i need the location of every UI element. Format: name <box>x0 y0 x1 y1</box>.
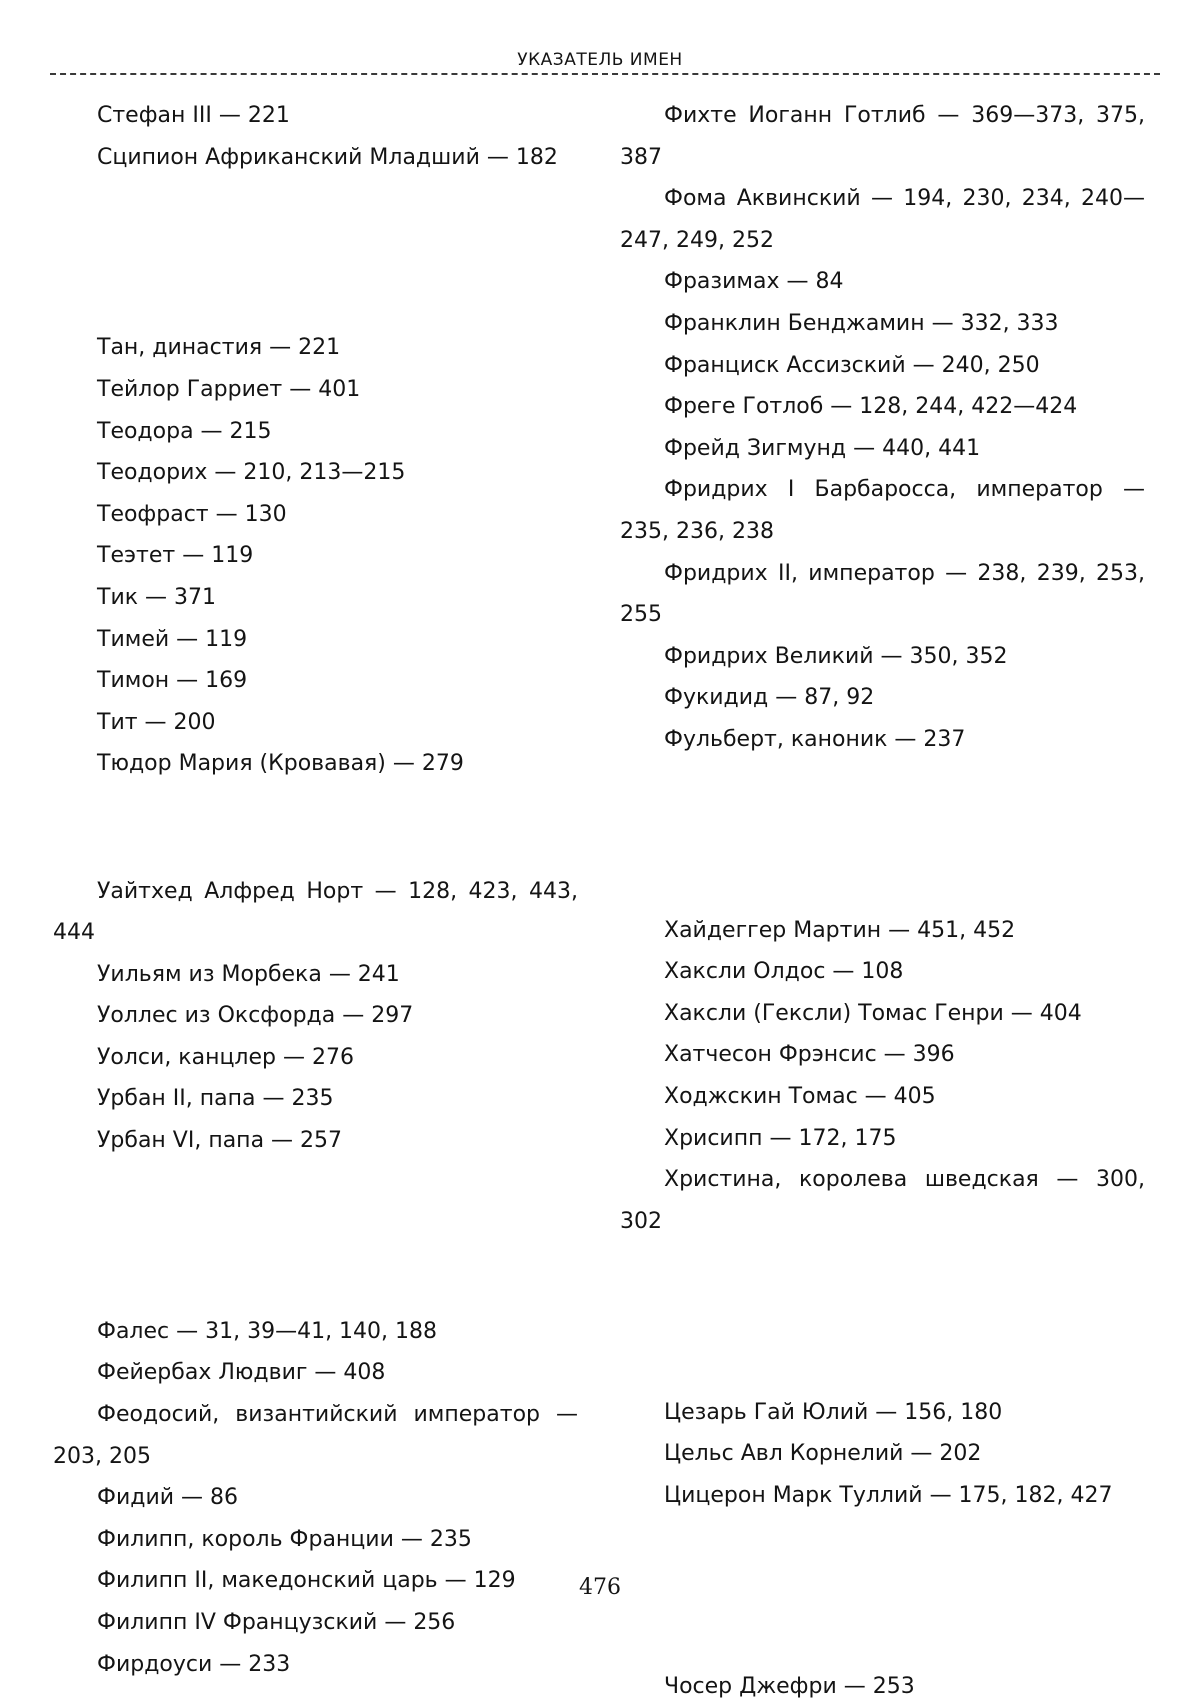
index-entry: Уайтхед Алфред Норт — 128, 423, 443, 444 <box>53 878 578 946</box>
index-entry: Фреге Готлоб — 128, 244, 422—424 <box>664 394 1078 420</box>
index-entry: Тейлор Гарриет — 401 <box>97 376 361 402</box>
index-entry: Ходжскин Томас — 405 <box>664 1084 936 1110</box>
index-entry: Урбан VI, папа — 257 <box>97 1128 343 1154</box>
index-entry: Тюдор Мария (Кровавая) — 279 <box>97 751 464 777</box>
index-entry: Тит — 200 <box>97 709 216 735</box>
index-entry: Христина, королева шведская — 300, 302 <box>620 1167 1145 1234</box>
index-entry: Франклин Бенджамин — 332, 333 <box>664 310 1059 336</box>
index-entry: Фульберт, каноник — 237 <box>664 726 966 752</box>
index-entry: Фридрих I Барбаросса, император — 235, 236, 238 <box>620 477 1145 544</box>
index-entry: Феодосий, византийский император — 203, 205 <box>53 1402 578 1469</box>
index-entry: Фрейд Зигмунд — 440, 441 <box>664 435 981 461</box>
index-entry: Теофраст — 130 <box>97 501 287 527</box>
index-entry: Уильям из Морбека — 241 <box>97 961 400 987</box>
index-entry: Фукидид — 87, 92 <box>664 685 875 711</box>
header-rule <box>50 73 1160 75</box>
page-number: 476 <box>579 1575 621 1600</box>
index-entry: Уоллес из Оксфорда — 297 <box>97 1003 414 1029</box>
index-entry: Уолси, канцлер — 276 <box>97 1044 354 1070</box>
index-entry: Хайдеггер Мартин — 451, 452 <box>664 917 1016 943</box>
index-gap <box>53 1184 578 1226</box>
index-entry: Филипп IV Французский — 256 <box>97 1610 456 1635</box>
index-entry: Филипп II, македонский царь — 129 <box>97 1568 516 1594</box>
index-gap <box>53 200 578 242</box>
index-gap <box>620 1264 1145 1306</box>
index-entry: Цезарь Гай Юлий — 156, 180 <box>664 1399 1003 1425</box>
index-entry: Фихте Иоганн Готлиб — 369—373, 375, 387 <box>620 103 1145 170</box>
index-entry: Хатчесон Фрэнсис — 396 <box>664 1042 955 1068</box>
index-entry: Теодорих — 210, 213—215 <box>97 460 406 486</box>
index-entry: Франциск Ассизский — 240, 250 <box>664 352 1040 378</box>
index-entry: Фалес — 31, 39—41, 140, 188 <box>97 1318 438 1344</box>
index-entry: Фридрих Великий — 350, 352 <box>664 643 1008 669</box>
index-entry: Стефан III — 221 <box>97 103 290 128</box>
index-entry: Хаксли (Гексли) Томас Генри — 404 <box>664 1000 1082 1026</box>
index-column-left <box>53 95 578 1685</box>
index-entry: Теэтет — 119 <box>97 543 254 569</box>
index-entry: Фейербах Людвиг — 408 <box>97 1360 386 1386</box>
index-gap <box>620 783 1145 825</box>
index-entry: Филипп, король Франции — 235 <box>97 1526 472 1552</box>
index-entry: Фирдоуси — 233 <box>97 1651 291 1677</box>
index-entry: Тик — 371 <box>97 584 217 610</box>
index-gap <box>620 1602 1145 1644</box>
index-entry: Тимон — 169 <box>97 668 248 694</box>
index-gap <box>53 807 578 849</box>
index-entry: Фразимах — 84 <box>664 269 844 295</box>
index-gap <box>53 264 578 306</box>
index-entry: Фома Аквинский — 194, 230, 234, 240—247, 249, 252 <box>620 186 1145 253</box>
index-entry: Чосер Джефри — 253 <box>664 1673 915 1699</box>
index-entry: Цельс Авл Корнелий — 202 <box>664 1441 982 1467</box>
index-entry: Фридрих II, император — 238, 239, 253, 255 <box>620 560 1145 628</box>
index-entry: Теодора — 215 <box>97 418 272 444</box>
index-gap <box>620 1328 1145 1370</box>
index-entry: Фидий — 86 <box>97 1485 239 1511</box>
running-header: УКАЗАТЕЛЬ ИМЕН <box>517 50 683 70</box>
index-entry: Хрисипп — 172, 175 <box>664 1125 897 1151</box>
index-column-right <box>620 95 1145 1707</box>
index-gap <box>620 846 1145 888</box>
index-entry: Тимей — 119 <box>97 626 248 652</box>
index-entry: Цицерон Марк Туллий — 175, 182, 427 <box>664 1482 1113 1508</box>
index-entry: Хаксли Олдос — 108 <box>664 959 904 985</box>
index-gap <box>620 1538 1145 1580</box>
index-gap <box>53 1247 578 1289</box>
index-entry: Сципион Африканский Младший — 182 <box>97 144 558 170</box>
index-entry: Урбан II, папа — 235 <box>97 1086 334 1112</box>
index-entry: Тан, династия — 221 <box>97 335 341 361</box>
